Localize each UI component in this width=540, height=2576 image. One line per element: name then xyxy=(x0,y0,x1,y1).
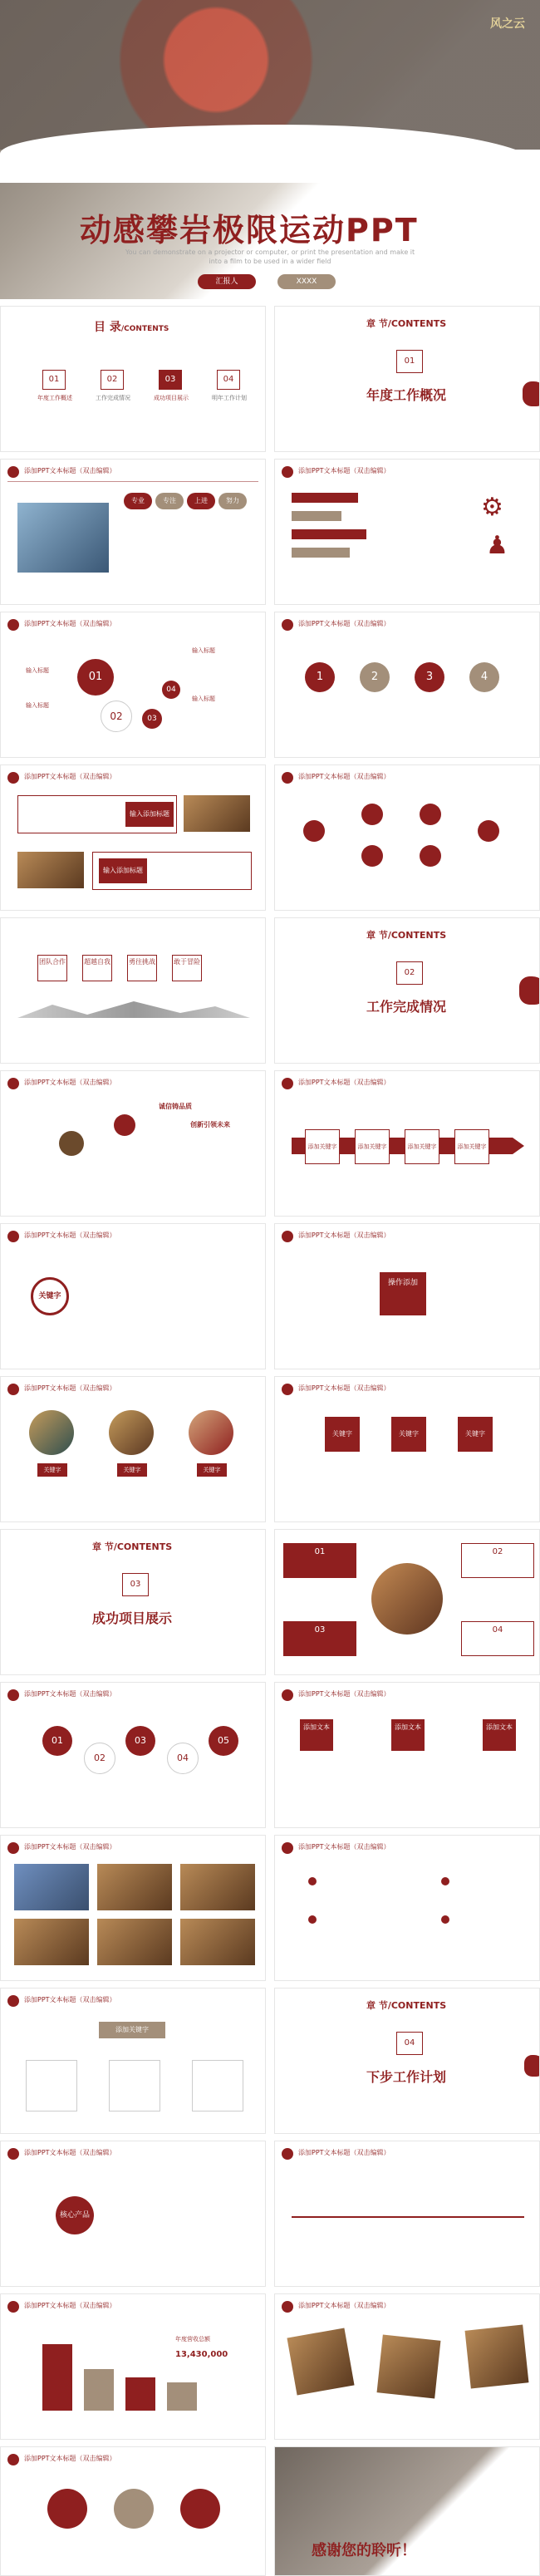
content-slide-19[interactable] xyxy=(0,1682,266,1828)
bar-4 xyxy=(167,2382,197,2411)
header-line xyxy=(7,481,258,482)
slide-header-marker xyxy=(282,2301,293,2313)
hex-4: 添加关键字 xyxy=(454,1129,489,1164)
chapter-number: 04 xyxy=(396,2032,423,2055)
slide-header: 添加PPT文本标题（双击编辑） xyxy=(298,1843,390,1851)
bar-4 xyxy=(292,548,350,558)
slide-header: 添加PPT文本标题（双击编辑） xyxy=(298,1231,390,1239)
hex-01: 01 xyxy=(42,1726,72,1756)
dot-3 xyxy=(441,1877,449,1885)
slide-header-marker xyxy=(7,1231,19,1242)
chapter-number: 02 xyxy=(396,961,423,985)
slide-header-marker xyxy=(7,1078,19,1089)
slide-header: 添加PPT文本标题（双击编辑） xyxy=(24,467,116,474)
chapter-title: 下步工作计划 xyxy=(366,2069,447,2085)
hex-2: 关键字 xyxy=(391,1417,426,1452)
slide-header-marker xyxy=(282,1078,293,1089)
icon-circle-1 xyxy=(47,2489,87,2529)
revenue-value: 13,430,000 xyxy=(175,2350,228,2359)
toc-title: 目 录/CONTENTS xyxy=(94,321,169,334)
cover-subtitle: You can demonstrate on a projector or computer, or print the presentation and make it into a film to be used in a wider field xyxy=(125,248,415,266)
center-circle: 关键字 xyxy=(31,1277,69,1315)
content-slide-7[interactable] xyxy=(0,764,266,911)
icon-circle-3 xyxy=(180,2489,220,2529)
center-photo xyxy=(371,1563,443,1635)
content-slide-11[interactable] xyxy=(0,1070,266,1217)
tag-2: 超越自我 xyxy=(82,955,112,981)
slide-header: 添加PPT文本标题（双击编辑） xyxy=(24,1996,116,2003)
photo-3 xyxy=(465,2325,529,2389)
circle-02: 02 xyxy=(101,701,132,732)
slide-header-marker xyxy=(7,2301,19,2313)
photo-4 xyxy=(14,1919,89,1965)
chapter-label: 章 节/CONTENTS xyxy=(366,930,447,941)
hex-04: 04 xyxy=(167,1743,199,1774)
bar-3 xyxy=(292,529,366,539)
slide-header: 添加PPT文本标题（双击编辑） xyxy=(298,2149,390,2156)
chapter-label: 章 节/CONTENTS xyxy=(92,1541,173,1552)
slide-header: 添加PPT文本标题（双击编辑） xyxy=(24,1843,116,1851)
photo-circle-3 xyxy=(189,1410,233,1455)
toc-item-01[interactable]: 01 xyxy=(42,370,66,390)
content-slide-3[interactable] xyxy=(0,459,266,605)
hex-05: 05 xyxy=(209,1726,238,1756)
slide-header-marker xyxy=(7,1689,19,1701)
keyword-pill: 添加关键字 xyxy=(99,2022,165,2038)
chapter-2-slide[interactable] xyxy=(274,917,540,1064)
slide-header: 添加PPT文本标题（双击编辑） xyxy=(298,467,390,474)
gear-icon: ⚙ xyxy=(481,493,503,522)
bar-2 xyxy=(292,511,341,521)
text-2: 添加文本 xyxy=(391,1719,425,1751)
slide-header: 添加PPT文本标题（双击编辑） xyxy=(24,1231,116,1239)
chapter-3-slide[interactable] xyxy=(0,1529,266,1675)
rock-image-1 xyxy=(184,795,250,832)
slide-header-marker xyxy=(282,619,293,631)
content-slide-20[interactable] xyxy=(274,1682,540,1828)
revenue-label: 年度营收总额 xyxy=(175,2336,210,2342)
chapter-4-slide[interactable] xyxy=(274,1988,540,2134)
photo-1 xyxy=(287,2328,354,2395)
label-1: 输入标题 xyxy=(26,667,49,674)
climber-image xyxy=(17,503,109,573)
node-5 xyxy=(420,845,441,867)
slide-header: 添加PPT文本标题（双击编辑） xyxy=(24,2149,116,2156)
slide-header-marker xyxy=(7,772,19,784)
slide-header: 添加PPT文本标题（双击编辑） xyxy=(298,620,390,627)
content-slide-27[interactable] xyxy=(274,2141,540,2287)
toc-label-04: 明年工作计划 xyxy=(212,395,247,401)
toc-label-02: 工作完成情况 xyxy=(96,395,130,401)
label-1: 关键字 xyxy=(37,1463,67,1477)
circle-01: 01 xyxy=(77,659,114,696)
box-02: 02 xyxy=(461,1543,534,1578)
node-4 xyxy=(420,804,441,825)
slide-header-marker xyxy=(7,1384,19,1395)
core-circle: 核心产品 xyxy=(56,2196,94,2234)
step-3: 3 xyxy=(415,662,444,692)
photo-6 xyxy=(180,1919,255,1965)
toc-item-04[interactable]: 04 xyxy=(217,370,240,390)
bar-3 xyxy=(125,2377,155,2411)
photo-2 xyxy=(97,1864,172,1910)
photo-circle-1 xyxy=(29,1410,74,1455)
label-1: 输入添加标题 xyxy=(125,802,174,827)
label-3: 输入标题 xyxy=(192,647,215,654)
photo-5 xyxy=(97,1919,172,1965)
step-1: 1 xyxy=(305,662,335,692)
ink-splash xyxy=(519,976,540,1005)
presenter-value: XXXX xyxy=(277,274,336,289)
label-2: 输入添加标题 xyxy=(99,858,147,883)
slide-header-marker xyxy=(7,2148,19,2160)
chapter-title: 年度工作概况 xyxy=(366,387,447,403)
slide-header: 添加PPT文本标题（双击编辑） xyxy=(24,1079,116,1086)
orbit-photo-1 xyxy=(59,1131,84,1156)
label-4: 输入标题 xyxy=(192,696,215,702)
circle-03: 03 xyxy=(142,709,162,729)
node-6 xyxy=(478,820,499,842)
slide-header: 添加PPT文本标题（双击编辑） xyxy=(24,1384,116,1392)
box-01: 01 xyxy=(283,1543,356,1578)
hex-2: 添加关键字 xyxy=(355,1129,390,1164)
tag-3: 勇往挑战 xyxy=(127,955,157,981)
content-slide-16[interactable] xyxy=(274,1376,540,1522)
content-slide-12[interactable] xyxy=(274,1070,540,1217)
toc-label-01: 年度工作概述 xyxy=(37,395,72,401)
slide-header-marker xyxy=(282,1384,293,1395)
end-title: 感谢您的聆听！ xyxy=(312,2542,416,2559)
tag-2: 专注 xyxy=(155,493,184,509)
timeline xyxy=(292,2216,524,2218)
slide-header-marker xyxy=(7,2454,19,2465)
slide-header-marker xyxy=(282,466,293,478)
toc-slide[interactable] xyxy=(0,306,266,452)
content-slide-30[interactable] xyxy=(0,2446,266,2576)
content-slide-13[interactable] xyxy=(0,1223,266,1369)
dot-1 xyxy=(308,1877,317,1885)
content-slide-15[interactable] xyxy=(0,1376,266,1522)
node-1 xyxy=(303,820,325,842)
logo: 风之云 xyxy=(490,17,525,31)
chapter-label: 章 节/CONTENTS xyxy=(366,318,447,329)
chapter-number: 03 xyxy=(122,1573,149,1596)
photo-3 xyxy=(180,1864,255,1910)
tag-3: 上进 xyxy=(187,493,215,509)
label-2: 输入标题 xyxy=(26,702,49,709)
slide-header: 添加PPT文本标题（双击编辑） xyxy=(298,1079,390,1086)
center-hex: 操作添加 xyxy=(380,1272,426,1315)
slide-header-marker xyxy=(7,1995,19,2007)
photo-2 xyxy=(377,2335,441,2399)
tag-4: 敢于冒险 xyxy=(172,955,202,981)
cover-slide[interactable] xyxy=(0,0,540,299)
card-1 xyxy=(26,2060,77,2111)
icon-circle-2 xyxy=(114,2489,154,2529)
chapter-label: 章 节/CONTENTS xyxy=(366,2000,447,2011)
end-slide[interactable] xyxy=(274,2446,540,2576)
hex-03: 03 xyxy=(125,1726,155,1756)
mountain-graphic xyxy=(17,1001,250,1018)
label-3: 关键字 xyxy=(197,1463,227,1477)
tag-1: 专业 xyxy=(124,493,152,509)
slide-header: 添加PPT文本标题（双击编辑） xyxy=(24,2455,116,2462)
slide-header-marker xyxy=(7,466,19,478)
slide-header-marker xyxy=(7,619,19,631)
slide-header: 添加PPT文本标题（双击编辑） xyxy=(298,1384,390,1392)
slide-header: 添加PPT文本标题（双击编辑） xyxy=(298,1690,390,1698)
node-2 xyxy=(361,804,383,825)
dot-2 xyxy=(308,1915,317,1924)
text-3: 添加文本 xyxy=(483,1719,516,1751)
slide-header: 添加PPT文本标题（双击编辑） xyxy=(24,773,116,780)
chapter-title: 成功项目展示 xyxy=(92,1610,173,1626)
card-2 xyxy=(109,2060,160,2111)
line-1: 诚信铸品质 xyxy=(159,1103,192,1110)
toc-item-03[interactable]: 03 xyxy=(159,370,182,390)
step-4: 4 xyxy=(469,662,499,692)
tag-1: 团队合作 xyxy=(37,955,67,981)
ink-splash xyxy=(524,2055,540,2077)
chapter-title: 工作完成情况 xyxy=(366,999,447,1015)
text-1: 添加文本 xyxy=(300,1719,333,1751)
content-slide-29[interactable] xyxy=(274,2293,540,2440)
hex-02: 02 xyxy=(84,1743,115,1774)
toc-label-03: 成功项目展示 xyxy=(154,395,189,401)
content-slide-6[interactable] xyxy=(274,612,540,758)
rock-image-2 xyxy=(17,852,84,888)
tag-4: 努力 xyxy=(218,493,247,509)
slide-header: 添加PPT文本标题（双击编辑） xyxy=(298,2302,390,2309)
hex-3: 关键字 xyxy=(458,1417,493,1452)
node-3 xyxy=(361,845,383,867)
label-2: 关键字 xyxy=(117,1463,147,1477)
circle-04: 04 xyxy=(162,681,180,699)
chapter-1-slide[interactable] xyxy=(274,306,540,452)
bar-2 xyxy=(84,2369,114,2411)
content-slide-9[interactable] xyxy=(0,917,266,1064)
presenter-label: 汇报人 xyxy=(198,274,256,289)
slide-header-marker xyxy=(7,1842,19,1854)
content-slide-4[interactable] xyxy=(274,459,540,605)
line-2: 创新引领未来 xyxy=(190,1121,230,1128)
slide-header-marker xyxy=(282,1689,293,1701)
chapter-number: 01 xyxy=(396,350,423,373)
cover-title: 动感攀岩极限运动PPT xyxy=(80,212,419,248)
box-04: 04 xyxy=(461,1621,534,1656)
bar-1 xyxy=(292,493,358,503)
content-slide-28[interactable] xyxy=(0,2293,266,2440)
slide-header-marker xyxy=(282,1231,293,1242)
card-3 xyxy=(192,2060,243,2111)
content-slide-21[interactable] xyxy=(0,1835,266,1981)
content-slide-8[interactable] xyxy=(274,764,540,911)
slide-header-marker xyxy=(282,772,293,784)
slide-header-marker xyxy=(282,2148,293,2160)
content-slide-26[interactable] xyxy=(0,2141,266,2287)
box-03: 03 xyxy=(283,1621,356,1656)
hex-1: 关键字 xyxy=(325,1417,360,1452)
bar-1 xyxy=(42,2344,72,2411)
content-slide-18[interactable] xyxy=(274,1529,540,1675)
content-slide-22[interactable] xyxy=(274,1835,540,1981)
content-slide-14[interactable] xyxy=(274,1223,540,1369)
person-icon: ♟ xyxy=(486,531,508,560)
photo-1 xyxy=(14,1864,89,1910)
slide-header: 添加PPT文本标题（双击编辑） xyxy=(24,620,116,627)
slide-header-marker xyxy=(282,1842,293,1854)
content-slide-5[interactable] xyxy=(0,612,266,758)
toc-item-02[interactable]: 02 xyxy=(101,370,124,390)
ink-splash xyxy=(523,381,540,406)
slide-header: 添加PPT文本标题（双击编辑） xyxy=(298,773,390,780)
photo-circle-2 xyxy=(109,1410,154,1455)
hex-1: 添加关键字 xyxy=(305,1129,340,1164)
hex-3: 添加关键字 xyxy=(405,1129,439,1164)
dot-4 xyxy=(441,1915,449,1924)
content-slide-23[interactable] xyxy=(0,1988,266,2134)
step-2: 2 xyxy=(360,662,390,692)
slide-header: 添加PPT文本标题（双击编辑） xyxy=(24,2302,116,2309)
orbit-photo-2 xyxy=(114,1114,135,1136)
slide-header: 添加PPT文本标题（双击编辑） xyxy=(24,1690,116,1698)
